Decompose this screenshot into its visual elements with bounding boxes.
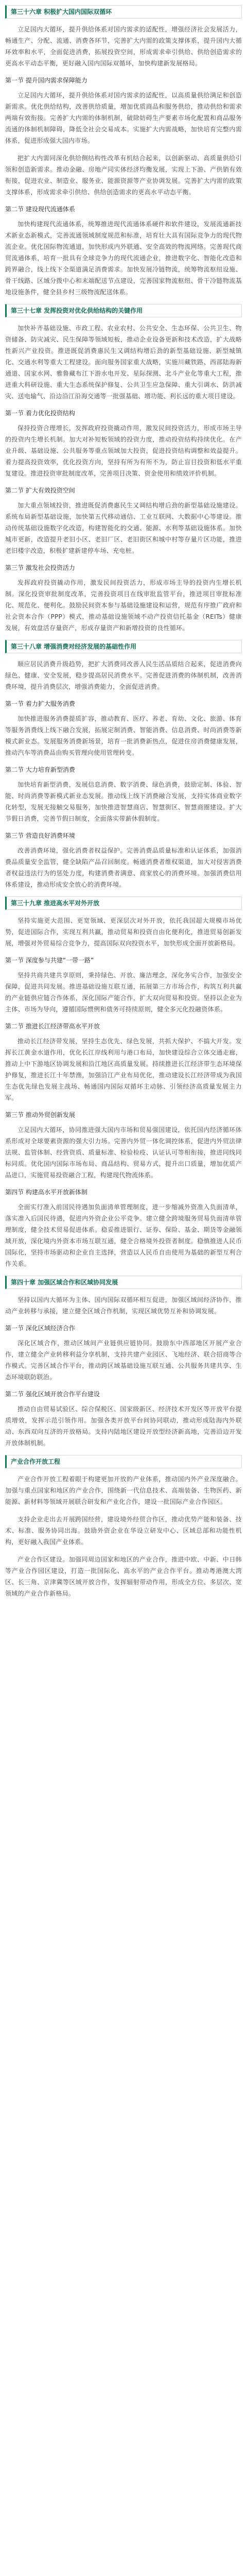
chapter-intro: 顺应居民消费升级趋势，把扩大消费同改善人民生活品质结合起来，促进消费向绿色、健康、安全发展，稳步提高居民消费水平。完善促进消费的体制机制，改善消费环境，提升消费层次，增强消费能力，全面促进消费。 (5, 660, 242, 690)
body-paragraph: 发挥政府投资撬动作用，激发民间投资活力，形成市场主导的投资内生增长机制。深化投资审批制度改革，完善投资项目在线审批监管平台，推进项目审批标准化、规范化、便利化。鼓励民间资本参与基础设施建设和运营，规范有序推广政府和社会资本合作（PPP）模式，推动基础设施领域不动产投资信托基金（REITs）健康发展，有效盘活存量资产，形成存量资产和新增投资的良性循环。 (5, 579, 242, 632)
chapter (5, 5, 242, 298)
body-paragraph: 立足国内大循环，协同推进强大国内市场和贸易强国建设，依托国内经济循环体系形成对全球要素资源的强大引力场。完善内外贸一体化调控体系，促进内外贸法律法规、监管体制、经营资质、质量标准、检验检疫、认证认可等相衔接，推进同线同标同质。优化国内国际市场布局、商品结构、贸易方式，提升出口质量，增加优质产品进口，实施贸易投资融合工程，构建现代物流体系。 (5, 1126, 242, 1179)
closing-paragraph: 产业合作区建设。加强同周边国家和地区的产业合作，推进中欧、中新、中日韩等产业合作园区建设，打造一批国际化、高水平的产业合作平台。推动粤港澳大湾区、长三角、京津冀等区域开放合作，发挥辐射带动作用，形成全方位、多层次、宽领域的产业合作新格局。 (5, 1556, 242, 1597)
chapter-heading: 第三十九章 推进高水平对外开放 (5, 896, 242, 910)
closing-block (5, 1455, 242, 1599)
body-paragraph: 保持投资合理增长，发挥政府投资撬动作用，激发民间投资活力，形成市场主导的投资内生增长机制。加大对补短板领域的投资力度，推动投资结构持续优化。在产业升级、基础设施、公共服务等重点领域加大投资，促进投资结构调整和效益提升。着力提高投资效率，优化投资方向，坚持有所为有所不为，防止盲目投资和低水平重复建设。推进投资审批制度改革，完善项目决策、资金使用和绩效评价机制。 (5, 425, 242, 477)
body-paragraph: 全面实行准入前国民待遇加负面清单管理制度，进一步缩减外资准入负面清单，落实准入后国民待遇，促进内外资企业公平竞争。建立健全跨境服务贸易负面清单管理制度，健全技术贸易促进体系。稳妥推进银行、证券、保险、基金、期货等金融领域开放，深化境内外资本市场互联互通，健全合格境外投资者制度。稳慎推进人民币国际化，坚持市场驱动和企业自主选择，营造以人民币自由使用为基础的新型互利合作关系。 (5, 1204, 242, 1267)
body-paragraph: 深化区域合作，推动区域间产业链供应链协同。鼓励东中西部地区开展产业合作，建立健全产业转移利益分享机制，支持共建产业园区、飞地经济、联合招商等合作模式。完善区域合作平台，推动跨区域基础设施互联互通、公共服务共建共享、生态环境联防联治。 (5, 1340, 242, 1381)
section-title: 第三节 激发社会投资活力 (5, 564, 75, 571)
body-paragraph: 加大重点领域投资，推进既促消费惠民生又调结构增后劲的新型基础设施建设。系统布局新型基础设施，加快第五代移动通信、工业互联网、大数据中心等建设。推动传统基础设施数字化改造，构建智能化的交通、能源、水利等基础设施体系。加快城市更新，改造提升老旧小区、老旧厂区、老旧街区和城中村等存量片区功能，推进老旧楼宇改造，积极扩建新建停车场、充电桩。 (5, 502, 242, 554)
section-title: 第二节 强化区域开放合作平台建设 (5, 1391, 100, 1398)
chapter (5, 896, 242, 1269)
body-paragraph: 把扩大内需同深化供给侧结构性改革有机结合起来，以创新驱动、高质量供给引领和创造新需求。推动金融、房地产同实体经济均衡发展，实现上下游、产供销有效衔接，促进农业、制造业、服务业、能源资源等产业协调发展。完善扩大内需的政策支撑体系，形成需求牵引供给、供给创造需求的更高水平动态平衡。 (5, 155, 242, 196)
body-paragraph: 加快培育新型消费，发展信息消费、数字消费、绿色消费，鼓励定制、体验、智能、时尚消费等新模式新业态发展。推动线上线下消费融合发展，支持实体商业数字化转型，发展无接触交易服务，加快推进智慧商店、智慧街区、智慧商圈建设。扩大节假日消费，完善节假日制度，全面落实带薪休假制度。 (5, 781, 242, 822)
section-title: 第三节 营造良好消费环境 (5, 832, 75, 839)
section-title: 第三节 推动外贸创新发展 (5, 1111, 75, 1118)
chapter-heading: 第三十八章 增强消费对经济发展的基础性作用 (5, 640, 242, 653)
chapter-heading: 第四十章 加强区域合作和区域协同发展 (5, 1276, 242, 1289)
body-paragraph: 立足国内大循环，提升供给体系对国内需求的适配性，以高质量供给满足和创造新需求。优化供给结构，改善供给质量，增加优质商品和服务供给，推动供给和需求两端有效衔接。完善扩大内需的体制机制，破除妨碍生产要素市场化配置和商品服务流通的体制机制障碍，降低全社会交易成本。实施扩大内需战略，加快培育完整内需体系，促进形成强大国内市场。 (5, 92, 242, 144)
section-title: 第四节 构建高水平开放新体制 (5, 1189, 87, 1196)
section-title: 第一节 提升国内需求保障能力 (5, 77, 87, 84)
closing-paragraph: 产业合作开放工程着眼于构建更加开放的产业体系，推动国内外产业深度融合。加强与重点国家和地区的产业合作，围绕新一代信息技术、高端装备、生物医药、新能源、新材料等领域开展联合研发和产业化合作，建设一批国际产业合作园区。 (5, 1476, 242, 1505)
body-paragraph: 推动长江经济带发展，坚持生态优先、绿色发展，共抓大保护、不搞大开发。发挥长江黄金水道作用，优化长江岸线利用与港口布局，加快建设综合立体交通走廊，推动上中下游地区协调发展和沿江地区高质量发展。持续推进长江经济带生态环境保护修复，推进长江十年禁渔，加强沿江产业布局优化，推动建设长江经济带成为我国生态优先绿色发展主战场、畅通国内国际双循环主动脉、引领经济高质量发展主力军。 (5, 1038, 242, 1101)
section-title: 第一节 着力扩大服务消费 (5, 700, 75, 707)
chapter (5, 1276, 242, 1449)
section-title: 第二节 扩大有效投资空间 (5, 487, 75, 494)
chapter-intro: 坚持实施更大范围、更宽领域、更深层次对外开放，依托我国超大规模市场优势，促进国际合作，实现互利共赢，推动贸易和投资自由化便利化，推进贸易创新发展，增强对外贸易综合竞争力，提高国际双向投资水平，加快形成全面开放新格局。 (5, 917, 242, 947)
section-title: 第一节 深度参与共建“一带一路” (5, 957, 94, 964)
body-paragraph: 坚持共商共建共享原则，秉持绿色、开放、廉洁理念，深化务实合作，加强安全保障，促进共同发展。推进基础设施互联互通，拓展第三方市场合作，构筑互利共赢的产业链供应链合作体系，深化国际产能合作，扩大双向贸易和投资。坚持以企业为主体、市场为导向，遵循国际惯例和债务可持续原则，健全多元化投融资体系。 (5, 972, 242, 1013)
section-title: 第一节 深化区域经济合作 (5, 1325, 75, 1332)
chapter-intro: 坚持以国内大循环为主体、国内国际双循环相互促进，加强区域间经济协作，推动产业转移与承接，建立健全区域合作机制，实现区域优势互补和协调发展。 (5, 1296, 242, 1315)
chapter-intro: 立足国内大循环，提升供给体系对国内需求的适配性，增强经济社会发展活力，畅通生产、分配、流通、消费各环节，完善扩大内需的政策支撑体系，提升国内大循环效率和水平，全面促进消费，拓展投资空间，形成需求牵引供给、供给创造需求的更高水平动态平衡，更好融入国内国际双循环，加快构建新发展格局。 (5, 26, 242, 67)
chapter-heading: 第三十七章 发挥投资对优化供给结构的关键作用 (5, 304, 242, 317)
section-title: 第二节 推进长江经济带高水平开放 (5, 1023, 100, 1030)
closing-paragraph: 支持企业走出去开展跨国经营，建设境外经贸合作区，推动优势产能和装备、技术、标准、服务协同出海。鼓励外资企业在华设立研发中心、区域总部和功能性机构，更好融入我国产业体系。 (5, 1516, 242, 1546)
body-paragraph: 加快推进服务消费提质扩容，推动教育、医疗、养老、育幼、文化、旅游、体育等服务消费线上线下融合发展，拓展定制消费、智能消费、信息消费、时尚消费等新模式新业态。发展服务消费新场景，培育一批消费新热点，促进住房消费健康发展，推动汽车等消费品由购买管理向使用管理转变。 (5, 715, 242, 756)
chapter-intro: 加快补齐基础设施、市政工程、农业农村、公共安全、生态环保、公共卫生、物资储备、防灾减灾、民生保障等领域短板，推动企业设备更新和技术改造，扩大战略性新兴产业投资。推进既促消费惠民生又调结构增后劲的新型基础设施、新型城镇化、交通水利等重大工程建设。面向服务国家重大战略，实施川藏铁路、西部陆海新通道、国家水网、雅鲁藏布江下游水电开发、星际探测、北斗产业化等重大工程，推进重大科研设施、重大生态系统保护修复、公共卫生应急保障、重大引调水、防洪减灾、送电输气、沿边沿江沿海交通等一批强基础、增功能、利长远的重大项目建设。 (5, 325, 242, 400)
body-paragraph: 改善消费环境，强化消费者权益保护。完善消费品质量标准和认证体系，加强消费品质量安全监管，健全缺陷产品召回制度。畅通消费者维权渠道，加大对侵害消费者权益违法行为的惩处力度，构建消费者满意、商家放心的消费环境。加强消费信用体系建设，推动形成安全放心的消费环境。 (5, 847, 242, 888)
closing-heading: 产业合作开放工程 (5, 1455, 242, 1468)
section-title: 第二节 建设现代流通体系 (5, 206, 75, 213)
chapter (5, 640, 242, 890)
chapter (5, 304, 242, 634)
body-paragraph: 加快构建现代流通体系，统筹推进现代流通体系硬件和软件建设，发展流通新技术新业态新模式，完善流通领域制度规范和标准，培育壮大具有国际竞争力的现代物流企业。优化国际物流通道，加快形成内外联通、安全高效的物流网络。完善现代商贸流通体系，培育一批具有全球竞争力的现代流通企业，推进数字化、智能化改造和跨界融合，线上线下全渠道满足消费需求。加快发展冷链物流，统筹物流枢纽设施、骨干线路、区域分拨中心和末端配送节点建设，完善国家物流枢纽、骨干冷链物流基地设施条件，健全县乡村三级物流配送体系。 (5, 221, 242, 296)
section-title: 第二节 大力培育新型消费 (5, 766, 75, 773)
section-title: 第一节 着力优化投资结构 (5, 410, 75, 417)
body-paragraph: 推动自由贸易试验区、综合保税区、国家级新区、经济技术开发区等开放平台提质增效，发挥示范引领作用。加强各类开放平台间协同联动，推动形成陆海内外联动、东西双向互济的开放格局。支持内陆地区建设开放型经济新高地，完善沿边开发开放体制机制。 (5, 1405, 242, 1447)
chapter-heading: 第三十六章 积极扩大国内国际双循环 (5, 5, 242, 19)
